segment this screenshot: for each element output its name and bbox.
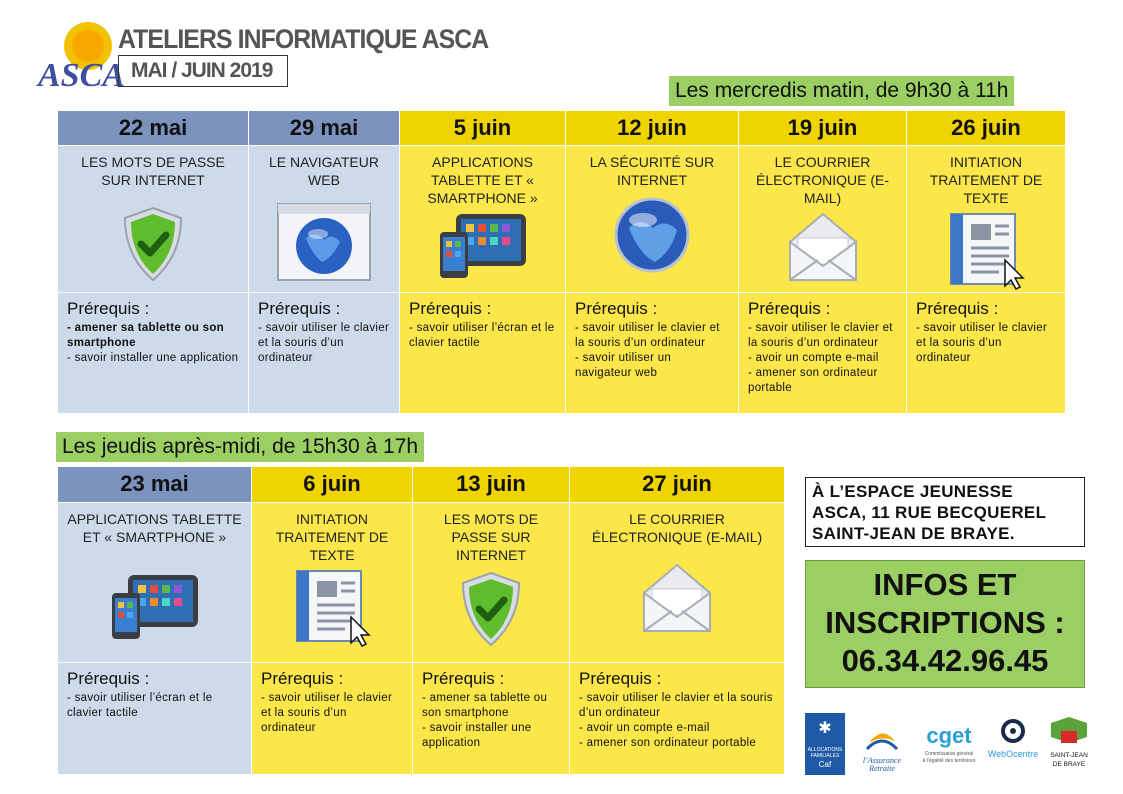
- session-topic-cell: [739, 146, 907, 293]
- saint-jean-de-braye-logo: [1047, 713, 1091, 775]
- document-cursor-icon: [295, 569, 369, 651]
- prerequisite-item: - amener son ordinateur portable: [579, 737, 757, 749]
- svg-text:l’Assurance: l’Assurance: [862, 756, 902, 765]
- prerequisites-heading: Prérequis :: [916, 299, 999, 318]
- svg-text:ASCA: ASCA: [38, 57, 125, 94]
- infos-line: INSCRIPTIONS :: [825, 605, 1065, 640]
- prerequisite-item: - avoir un compte e-mail: [748, 352, 879, 364]
- prerequisites-cell: [413, 663, 570, 775]
- svg-text:Retraite: Retraite: [869, 764, 895, 773]
- session-topic-cell: [570, 503, 785, 663]
- svg-text:FAMILIALES: FAMILIALES: [810, 753, 840, 759]
- prerequisites-heading: Prérequis :: [575, 299, 658, 318]
- address-box: [805, 477, 1085, 547]
- tablet-phone-icon: [110, 573, 200, 645]
- infos-box: [805, 560, 1085, 688]
- address-line: À L’ESPACE JEUNESSE: [812, 482, 1013, 501]
- webocentre-logo: [989, 713, 1037, 775]
- caf-logo: [805, 713, 845, 775]
- session-topic-cell: [907, 146, 1066, 293]
- svg-text:WebOcentre: WebOcentre: [987, 749, 1039, 759]
- prerequisites-heading: Prérequis :: [67, 669, 150, 688]
- session-title: LE COURRIER ÉLECTRONIQUE (E-MAIL): [755, 154, 889, 206]
- wednesday-table: [58, 111, 1066, 414]
- prerequisite-item: - savoir utiliser le clavier et la souris d’un ordinateur: [748, 322, 893, 349]
- prerequisites-cell: [58, 663, 252, 775]
- prerequisite-item: - savoir utiliser le clavier et la souris d’un ordinateur: [261, 692, 393, 734]
- prerequisite-item: - savoir utiliser l’écran et le clavier tactile: [67, 692, 213, 719]
- svg-text:à l'égalité des territoires: à l'égalité des territoires: [922, 758, 976, 764]
- session-title: LE NAVIGATEUR WEB: [269, 154, 379, 188]
- svg-text:DE BRAYE: DE BRAYE: [1052, 761, 1086, 768]
- session-title: INITIATION TRAITEMENT DE TEXTE: [275, 511, 389, 563]
- envelope-icon: [640, 559, 714, 639]
- period-label: MAI / JUIN 2019: [118, 55, 288, 87]
- prerequisite-item: - savoir utiliser le clavier et la souris d’un ordinateur: [916, 322, 1048, 364]
- thursday-table: [58, 467, 785, 775]
- prerequisites-heading: Prérequis :: [261, 669, 344, 688]
- prerequisites-heading: Prérequis :: [422, 669, 505, 688]
- phone-number: 06.34.42.96.45: [841, 643, 1049, 678]
- svg-text:✱: ✱: [818, 720, 832, 737]
- session-date: 27 juin: [570, 467, 785, 503]
- session-title: LA SÉCURITÉ SUR INTERNET: [589, 154, 715, 188]
- document-cursor-icon: [949, 212, 1023, 294]
- prerequisite-item: - avoir un compte e-mail: [579, 722, 710, 734]
- prerequisites-cell: [252, 663, 413, 775]
- page-title: ATELIERS INFORMATIQUE ASCA: [118, 24, 489, 54]
- prerequisites-heading: Prérequis :: [409, 299, 492, 318]
- session-date: 22 mai: [58, 111, 249, 146]
- assurance-retraite-logo: [855, 713, 909, 775]
- prerequisites-cell: [249, 293, 400, 414]
- asca-logo: [36, 16, 125, 94]
- svg-text:cget: cget: [926, 723, 972, 748]
- session-title: APPLICATIONS TABLETTE ET « SMARTPHONE »: [427, 154, 538, 206]
- prerequisite-item: - savoir utiliser le clavier et la souris d’un ordinateur: [579, 692, 773, 719]
- thursday-schedule-band: Les jeudis après-midi, de 15h30 à 17h: [56, 432, 424, 462]
- prerequisites-heading: Prérequis :: [67, 299, 150, 318]
- tablet-phone-icon: [438, 212, 528, 284]
- session-topic-cell: [58, 146, 249, 293]
- session-date: 12 juin: [566, 111, 739, 146]
- prerequisite-item: - savoir utiliser le clavier et la souris d’un ordinateur: [575, 322, 720, 349]
- shield-check-icon: [119, 204, 187, 288]
- prerequisites-heading: Prérequis :: [579, 669, 662, 688]
- prerequisites-cell: [400, 293, 566, 414]
- prerequisites-cell: [907, 293, 1066, 414]
- session-date: 5 juin: [400, 111, 566, 146]
- prerequisite-item: - amener sa tablette ou son smartphone: [422, 692, 548, 719]
- svg-text:SAINT-JEAN: SAINT-JEAN: [1050, 752, 1088, 759]
- session-topic-cell: [400, 146, 566, 293]
- wednesday-schedule-band: Les mercredis matin, de 9h30 à 11h: [669, 76, 1014, 106]
- prerequisites-cell: [58, 293, 249, 414]
- envelope-icon: [786, 208, 860, 288]
- cget-logo: [919, 713, 979, 775]
- address-line: ASCA, 11 RUE BECQUEREL: [812, 503, 1047, 522]
- svg-text:Caf: Caf: [818, 760, 832, 769]
- prerequisites-heading: Prérequis :: [748, 299, 831, 318]
- session-topic-cell: [566, 146, 739, 293]
- session-title: LES MOTS DE PASSE SUR INTERNET: [443, 511, 539, 563]
- session-title: LES MOTS DE PASSE SUR INTERNET: [81, 154, 225, 188]
- session-date: 13 juin: [413, 467, 570, 503]
- session-topic-cell: [249, 146, 400, 293]
- session-date: 19 juin: [739, 111, 907, 146]
- session-title: INITIATION TRAITEMENT DE TEXTE: [929, 154, 1043, 206]
- prerequisites-heading: Prérequis :: [258, 299, 341, 318]
- svg-text:ALLOCATIONS: ALLOCATIONS: [807, 747, 843, 753]
- prerequisite-item: - savoir utiliser un navigateur web: [575, 352, 672, 379]
- infos-line: INFOS ET: [873, 567, 1017, 602]
- session-date: 6 juin: [252, 467, 413, 503]
- browser-globe-icon: [276, 202, 372, 286]
- session-topic-cell: [252, 503, 413, 663]
- session-topic-cell: [58, 503, 252, 663]
- session-date: 23 mai: [58, 467, 252, 503]
- prerequisite-item: - amener sa tablette ou son smartphone: [67, 322, 224, 349]
- session-title: APPLICATIONS TABLETTE ET « SMARTPHONE »: [67, 511, 242, 545]
- session-topic-cell: [413, 503, 570, 663]
- prerequisite-item: - savoir utiliser le clavier et la souris d’un ordinateur: [258, 322, 390, 364]
- shield-check-icon: [457, 569, 525, 653]
- svg-text:Commissariat général: Commissariat général: [924, 751, 974, 757]
- session-date: 29 mai: [249, 111, 400, 146]
- prerequisites-cell: [570, 663, 785, 775]
- session-date: 26 juin: [907, 111, 1066, 146]
- prerequisites-cell: [739, 293, 907, 414]
- partner-logos: [805, 712, 1091, 776]
- prerequisites-cell: [566, 293, 739, 414]
- prerequisite-item: - savoir utiliser l’écran et le clavier tactile: [409, 322, 555, 349]
- prerequisite-item: - amener son ordinateur portable: [748, 367, 878, 394]
- globe-icon: [613, 196, 691, 278]
- prerequisite-item: - savoir installer une application: [67, 352, 239, 364]
- prerequisite-item: - savoir installer une application: [422, 722, 532, 749]
- session-title: LE COURRIER ÉLECTRONIQUE (E-MAIL): [591, 511, 763, 545]
- address-line: SAINT-JEAN DE BRAYE.: [812, 524, 1015, 543]
